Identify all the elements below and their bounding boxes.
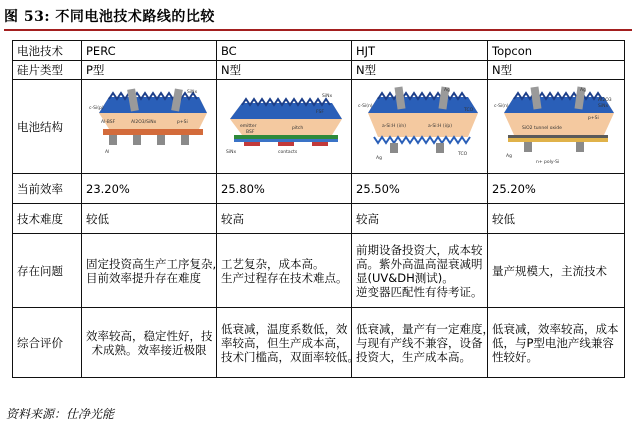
- table-cell: N型: [217, 61, 352, 80]
- table-cell-multiline: [488, 308, 625, 378]
- cell-line: 前期设备投资大，成本较: [356, 242, 483, 257]
- cell-line: 低衰减，温度系数低，效: [221, 321, 348, 336]
- table-row-wafer: [13, 61, 625, 80]
- table-cell: 25.80%: [217, 174, 352, 204]
- cell-line: 显(UV&DH测试)。: [356, 270, 454, 285]
- hjt-structure-diagram: [356, 83, 484, 171]
- diagram-tag: c-Si(n): [494, 103, 509, 109]
- cell-line: 量产规模大，主流技术: [492, 263, 607, 278]
- header-cell-hjt: HJT: [352, 41, 488, 61]
- diagram-tag: contacts: [278, 149, 298, 155]
- cell-line: 低衰减，量产有一定难度，: [356, 321, 494, 336]
- diagram-tag: Al2O3/SiNx: [131, 119, 157, 125]
- table-cell: 23.20%: [82, 174, 217, 204]
- table-cell-multiline: [82, 308, 217, 378]
- cell-line: 性较好。: [492, 349, 538, 364]
- cell-line: 高。紫外高温高湿衰减明: [356, 256, 483, 271]
- row-label: 技术难度: [13, 204, 82, 234]
- diagram-tag: SiNx: [226, 149, 237, 155]
- table-cell: N型: [352, 61, 488, 80]
- diagram-tag: emitter: [240, 123, 257, 129]
- diagram-tag: Ag: [580, 87, 586, 93]
- figure-title: 图 53: 不同电池技术路线的比较: [4, 9, 215, 25]
- row-label: 电池结构: [13, 80, 82, 174]
- table-row-overall: [13, 308, 625, 378]
- diagram-tag: Al2O3: [598, 97, 612, 103]
- cell-line: 效率较高，稳定性好，技: [86, 328, 213, 343]
- source-note: 资料来源：仕净光能: [6, 407, 115, 421]
- diagram-tag: TCO: [463, 107, 473, 113]
- diagram-tag: c-Si(n): [357, 103, 373, 109]
- table-row-efficiency: [13, 174, 625, 204]
- diagram-tag: Al-BSF: [101, 119, 116, 125]
- table-cell-multiline: [352, 308, 494, 378]
- table-row-structure: [13, 80, 625, 174]
- cell-line: 低，与P型电池产线兼容: [492, 335, 614, 350]
- header-cell-bc: BC: [217, 41, 352, 61]
- cell-line: 逆变器匹配性有待考证。: [356, 284, 483, 299]
- table-cell: P型: [82, 61, 217, 80]
- diagram-tag: Ag: [443, 87, 450, 93]
- table-cell-multiline: [217, 234, 352, 308]
- diagram-tag: p+Si: [588, 115, 599, 121]
- table-cell: 较高: [352, 204, 488, 234]
- cell-line: 投资大，生产成本高。: [356, 349, 471, 364]
- table-cell-multiline: [352, 234, 488, 308]
- cell-line: 工艺复杂，成本高。: [221, 256, 325, 271]
- row-label: 综合评价: [13, 308, 82, 378]
- row-label: 当前效率: [13, 174, 82, 204]
- row-label: 硅片类型: [13, 61, 82, 80]
- cell-line: 与现有产线不兼容，设备: [356, 335, 483, 350]
- diagram-tag: pitch: [292, 125, 304, 131]
- table-cell: 较低: [82, 204, 217, 234]
- cell-line: 低衰减，效率较高，成本: [492, 321, 619, 336]
- comparison-table: [12, 40, 625, 378]
- cell-line: 率较高，但生产成本高，: [221, 335, 348, 350]
- table-cell: 25.20%: [488, 174, 625, 204]
- table-row-header: [13, 41, 625, 61]
- table-cell-multiline: [82, 234, 217, 308]
- table-row-difficulty: [13, 204, 625, 234]
- table-cell: 较高: [217, 204, 352, 234]
- cell-line: 技术门槛高，双面率较低。: [221, 349, 359, 364]
- table-cell: N型: [488, 61, 625, 80]
- diagram-tag: Al: [105, 149, 110, 155]
- table-cell-multiline: [217, 308, 359, 378]
- structure-cell-hjt: [352, 80, 488, 174]
- structure-cell-perc: [82, 80, 217, 174]
- table-cell: 25.50%: [352, 174, 488, 204]
- perc-structure-diagram: [85, 83, 213, 171]
- table-cell-multiline: [488, 234, 625, 308]
- structure-cell-bc: [217, 80, 352, 174]
- topcon-structure-diagram: [492, 83, 620, 171]
- diagram-tag: SiO2 tunnel oxide: [522, 125, 562, 131]
- diagram-tag: p+Si: [177, 119, 188, 125]
- diagram-tag: a-Si:H (i/p): [427, 123, 452, 129]
- diagram-tag: c-Si(p): [89, 105, 104, 111]
- title-rule: [4, 29, 632, 31]
- diagram-tag: TCO: [457, 151, 467, 157]
- cell-line: 固定投资高生产工序复杂,: [86, 256, 217, 271]
- diagram-tag: BSF: [246, 129, 255, 135]
- table-row-issues: [13, 234, 625, 308]
- diagram-tag: n+ poly-Si: [536, 159, 560, 165]
- diagram-tag: a-Si:H (i/n): [381, 123, 406, 129]
- header-cell-perc: PERC: [82, 41, 217, 61]
- bc-structure-diagram: [220, 83, 348, 171]
- diagram-tag: Ag: [506, 153, 512, 159]
- diagram-tag: SiNx: [598, 103, 609, 109]
- diagram-tag: Ag: [375, 155, 382, 161]
- row-label: 存在问题: [13, 234, 82, 308]
- header-cell-topcon: Topcon: [488, 41, 625, 61]
- diagram-tag: FSF: [316, 109, 324, 115]
- cell-line: 术成熟。效率接近极限: [91, 342, 207, 357]
- cell-line: 生产过程存在技术难点。: [221, 270, 348, 285]
- structure-cell-topcon: [488, 80, 625, 174]
- table-cell: 较低: [488, 204, 625, 234]
- cell-line: 目前效率提升存在难度: [86, 270, 201, 285]
- diagram-tag: SiNx: [187, 89, 198, 95]
- header-cell: 电池技术: [13, 41, 82, 61]
- diagram-tag: SiNx: [322, 93, 333, 99]
